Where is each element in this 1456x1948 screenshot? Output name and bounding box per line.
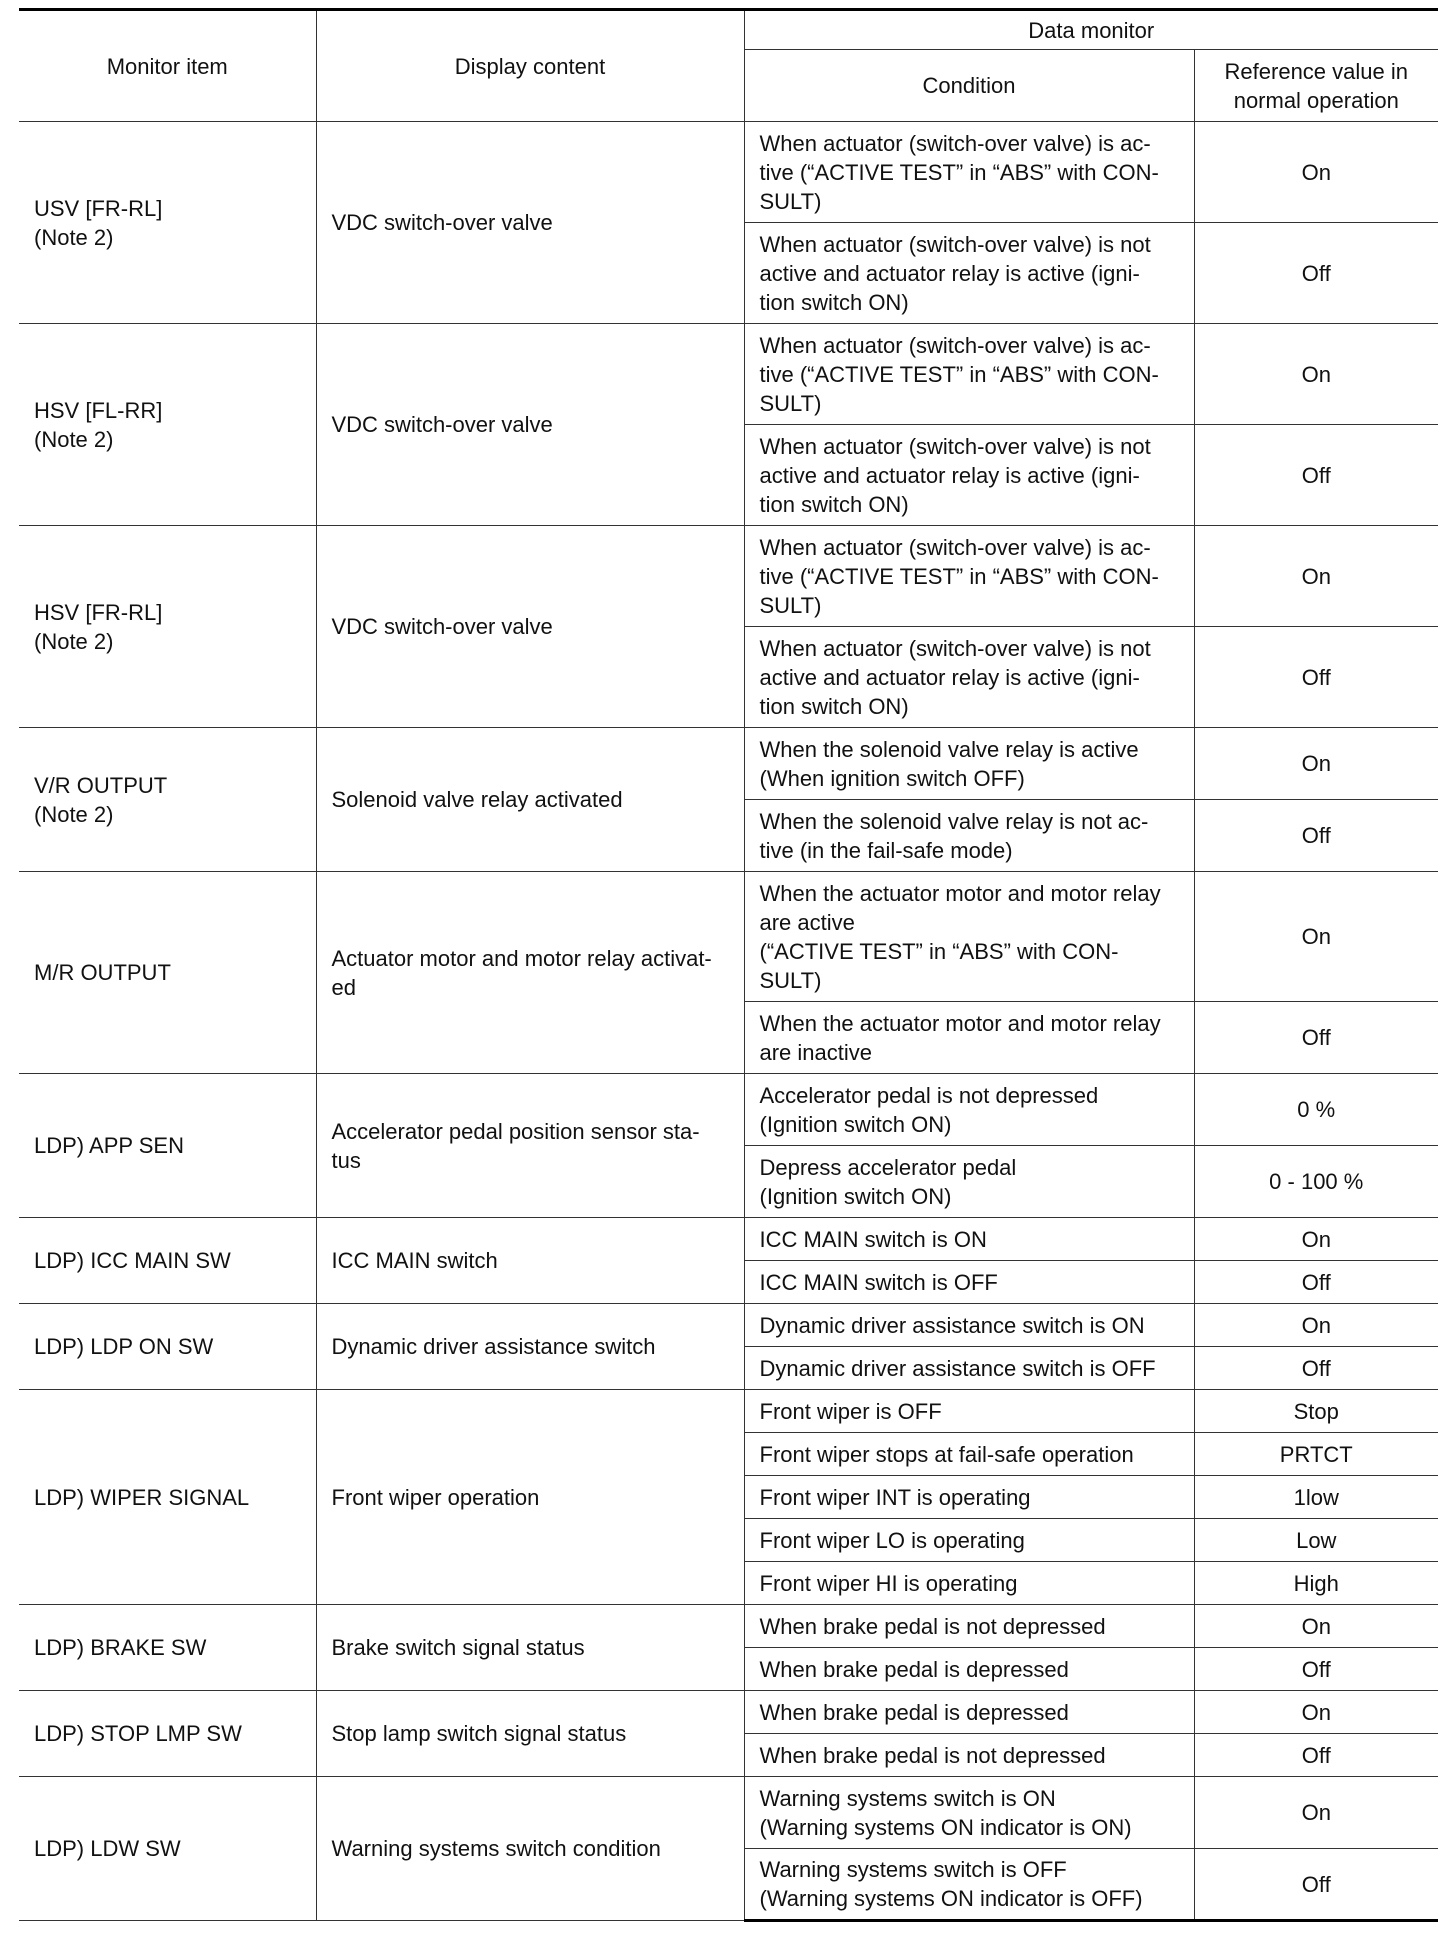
reference-value-cell-text: Off bbox=[1301, 1742, 1331, 1768]
monitor-item-cell bbox=[19, 1777, 316, 1921]
condition-cell-text: Accelerator pedal is not depressed (Ignition switch ON) bbox=[759, 1082, 1099, 1137]
header-data-monitor: Data monitor bbox=[744, 10, 1438, 50]
monitor-item-cell-text: LDP) APP SEN bbox=[34, 1133, 184, 1158]
reference-value-cell bbox=[1194, 1390, 1438, 1433]
reference-value-cell-text: Low bbox=[1296, 1527, 1337, 1553]
table-row bbox=[19, 1074, 1438, 1146]
reference-value-cell bbox=[1194, 1146, 1438, 1218]
reference-value-cell-text: On bbox=[1301, 361, 1331, 387]
monitor-item-cell-text: LDP) STOP LMP SW bbox=[34, 1721, 242, 1746]
table-row bbox=[19, 1390, 1438, 1433]
reference-value-cell bbox=[1194, 1002, 1438, 1074]
reference-value-cell-text: On bbox=[1301, 1613, 1331, 1639]
condition-cell bbox=[744, 1074, 1194, 1146]
condition-cell-text: Warning systems switch is ON (Warning systems ON indicator is ON) bbox=[759, 1785, 1132, 1840]
reference-value-cell bbox=[1194, 1734, 1438, 1777]
condition-cell bbox=[744, 1433, 1194, 1476]
table-row bbox=[19, 872, 1438, 1002]
condition-cell-text: When brake pedal is not depressed bbox=[759, 1613, 1106, 1639]
display-content-cell bbox=[316, 1074, 744, 1218]
condition-cell-text: Front wiper HI is operating bbox=[759, 1570, 1018, 1596]
condition-cell bbox=[744, 1777, 1194, 1849]
condition-cell-text: Depress accelerator pedal (Ignition switch ON) bbox=[759, 1154, 1017, 1209]
condition-cell bbox=[744, 1002, 1194, 1074]
monitor-item-cell-text: V/R OUTPUT (Note 2) bbox=[34, 772, 168, 827]
reference-value-cell bbox=[1194, 1648, 1438, 1691]
table-row bbox=[19, 1605, 1438, 1648]
monitor-item-cell bbox=[19, 1390, 316, 1605]
monitor-item-cell bbox=[19, 526, 316, 728]
reference-value-cell-text: 0 - 100 % bbox=[1269, 1169, 1364, 1194]
condition-cell bbox=[744, 1347, 1194, 1390]
reference-value-cell bbox=[1194, 122, 1438, 223]
display-content-cell bbox=[316, 1218, 744, 1304]
reference-value-cell-text: Off bbox=[1301, 1355, 1331, 1381]
table-row bbox=[19, 728, 1438, 800]
display-content-cell-text: VDC switch-over valve bbox=[331, 614, 553, 639]
monitor-item-cell-text: LDP) WIPER SIGNAL bbox=[34, 1484, 250, 1510]
condition-cell bbox=[744, 1648, 1194, 1691]
condition-cell bbox=[744, 800, 1194, 872]
reference-value-cell-text: High bbox=[1293, 1570, 1339, 1596]
display-content-cell-text: Accelerator pedal position sensor sta- tus bbox=[331, 1118, 700, 1173]
condition-cell bbox=[744, 872, 1194, 1002]
condition-cell-text: When the solenoid valve relay is not ac- tive (in the fail-safe mode) bbox=[759, 808, 1149, 863]
monitor-item-cell bbox=[19, 1304, 316, 1390]
display-content-cell-text: Dynamic driver assistance switch bbox=[331, 1334, 656, 1359]
condition-cell bbox=[744, 1519, 1194, 1562]
condition-cell-text: When the solenoid valve relay is active (When ignition switch OFF) bbox=[759, 736, 1139, 791]
reference-value-cell-text: Off bbox=[1301, 1025, 1331, 1050]
condition-cell-text: When actuator (switch-over valve) is not active and actuator relay is active (igni- tion switch ON) bbox=[759, 433, 1151, 517]
condition-cell-text: ICC MAIN switch is OFF bbox=[759, 1269, 998, 1295]
display-content-cell-text: VDC switch-over valve bbox=[331, 412, 553, 437]
condition-cell bbox=[744, 1261, 1194, 1304]
condition-cell-text: Warning systems switch is OFF (Warning systems ON indicator is OFF) bbox=[759, 1857, 1143, 1911]
reference-value-cell-text: On bbox=[1301, 1312, 1331, 1338]
reference-value-cell-text: 1low bbox=[1293, 1484, 1339, 1510]
display-content-cell-text: Front wiper operation bbox=[331, 1484, 540, 1510]
reference-value-cell-text: Stop bbox=[1293, 1398, 1339, 1424]
display-content-cell bbox=[316, 1304, 744, 1390]
reference-value-cell-text: On bbox=[1301, 924, 1331, 949]
display-content-cell-text: Solenoid valve relay activated bbox=[331, 787, 623, 812]
condition-cell bbox=[744, 1218, 1194, 1261]
reference-value-cell bbox=[1194, 1849, 1438, 1921]
condition-cell-text: When actuator (switch-over valve) is ac- tive (“ACTIVE TEST” in “ABS” with CON- SULT) bbox=[759, 130, 1159, 214]
reference-value-cell-text: On bbox=[1301, 563, 1331, 589]
reference-value-cell-text: On bbox=[1301, 1226, 1331, 1252]
table-row bbox=[19, 526, 1438, 627]
table-row bbox=[19, 122, 1438, 223]
condition-cell bbox=[744, 526, 1194, 627]
monitor-item-cell bbox=[19, 1074, 316, 1218]
data-monitor-table bbox=[19, 8, 1438, 1922]
reference-value-cell-text: Off bbox=[1301, 462, 1331, 488]
reference-value-cell bbox=[1194, 872, 1438, 1002]
reference-value-cell-text: Off bbox=[1301, 823, 1331, 848]
reference-value-cell bbox=[1194, 1304, 1438, 1347]
monitor-item-cell bbox=[19, 1605, 316, 1691]
reference-value-cell bbox=[1194, 324, 1438, 425]
condition-cell bbox=[744, 223, 1194, 324]
reference-value-cell bbox=[1194, 1347, 1438, 1390]
condition-cell-text: Front wiper stops at fail-safe operation bbox=[759, 1441, 1134, 1467]
monitor-item-cell-text: LDP) LDP ON SW bbox=[34, 1334, 214, 1359]
display-content-cell-text: Brake switch signal status bbox=[331, 1635, 585, 1660]
condition-cell-text: Front wiper LO is operating bbox=[759, 1527, 1025, 1553]
condition-cell bbox=[744, 122, 1194, 223]
display-content-cell bbox=[316, 122, 744, 324]
condition-cell bbox=[744, 1605, 1194, 1648]
reference-value-cell-text: PRTCT bbox=[1279, 1441, 1353, 1467]
monitor-item-cell-text: LDP) BRAKE SW bbox=[34, 1635, 207, 1660]
condition-cell-text: Dynamic driver assistance switch is OFF bbox=[759, 1355, 1156, 1381]
condition-cell bbox=[744, 1734, 1194, 1777]
display-content-cell bbox=[316, 1605, 744, 1691]
header-monitor-item: Monitor item bbox=[19, 10, 316, 122]
reference-value-cell bbox=[1194, 1605, 1438, 1648]
monitor-item-cell-text: LDP) LDW SW bbox=[34, 1836, 181, 1861]
header-condition: Condition bbox=[744, 50, 1194, 122]
condition-cell bbox=[744, 728, 1194, 800]
monitor-item-cell bbox=[19, 1218, 316, 1304]
reference-value-cell bbox=[1194, 800, 1438, 872]
condition-cell bbox=[744, 1304, 1194, 1347]
table-row bbox=[19, 1691, 1438, 1734]
condition-cell-text: Front wiper INT is operating bbox=[759, 1484, 1031, 1510]
condition-cell bbox=[744, 1390, 1194, 1433]
reference-value-cell-text: Off bbox=[1301, 664, 1331, 690]
monitor-item-cell bbox=[19, 122, 316, 324]
display-content-cell-text: Warning systems switch condition bbox=[331, 1836, 661, 1861]
condition-cell-text: Dynamic driver assistance switch is ON bbox=[759, 1312, 1145, 1338]
condition-cell bbox=[744, 627, 1194, 728]
table-body bbox=[19, 122, 1438, 1921]
reference-value-cell bbox=[1194, 1691, 1438, 1734]
monitor-item-cell bbox=[19, 324, 316, 526]
reference-value-cell bbox=[1194, 627, 1438, 728]
display-content-cell-text: ICC MAIN switch bbox=[331, 1248, 498, 1273]
condition-cell-text: When actuator (switch-over valve) is ac- tive (“ACTIVE TEST” in “ABS” with CON- SULT) bbox=[759, 534, 1159, 618]
table-row bbox=[19, 1777, 1438, 1849]
condition-cell bbox=[744, 425, 1194, 526]
monitor-item-cell bbox=[19, 872, 316, 1074]
reference-value-cell bbox=[1194, 728, 1438, 800]
table-row bbox=[19, 1218, 1438, 1261]
reference-value-cell-text: On bbox=[1301, 1800, 1331, 1825]
reference-value-cell bbox=[1194, 223, 1438, 324]
display-content-cell bbox=[316, 324, 744, 526]
reference-value-cell-text: Off bbox=[1301, 1871, 1331, 1897]
display-content-cell bbox=[316, 526, 744, 728]
condition-cell bbox=[744, 324, 1194, 425]
condition-cell-text: When actuator (switch-over valve) is ac- tive (“ACTIVE TEST” in “ABS” with CON- SULT) bbox=[759, 332, 1159, 416]
reference-value-cell bbox=[1194, 1777, 1438, 1849]
display-content-cell bbox=[316, 728, 744, 872]
display-content-cell bbox=[316, 1390, 744, 1605]
condition-cell bbox=[744, 1562, 1194, 1605]
monitor-item-cell bbox=[19, 728, 316, 872]
display-content-cell bbox=[316, 1691, 744, 1777]
condition-cell-text: When actuator (switch-over valve) is not active and actuator relay is active (igni- tion switch ON) bbox=[759, 635, 1151, 719]
condition-cell bbox=[744, 1476, 1194, 1519]
display-content-cell-text: Actuator motor and motor relay activat- ed bbox=[331, 945, 712, 1000]
monitor-item-cell bbox=[19, 1691, 316, 1777]
condition-cell-text: When brake pedal is depressed bbox=[759, 1656, 1069, 1682]
condition-cell-text: When actuator (switch-over valve) is not active and actuator relay is active (igni- tion switch ON) bbox=[759, 231, 1151, 315]
table-row bbox=[19, 324, 1438, 425]
table-row bbox=[19, 1304, 1438, 1347]
monitor-item-cell-text: LDP) ICC MAIN SW bbox=[34, 1248, 231, 1273]
condition-cell bbox=[744, 1849, 1194, 1921]
monitor-item-cell-text: USV [FR-RL] (Note 2) bbox=[34, 195, 163, 250]
reference-value-cell bbox=[1194, 526, 1438, 627]
condition-cell-text: When brake pedal is not depressed bbox=[759, 1742, 1106, 1768]
display-content-cell bbox=[316, 1777, 744, 1921]
condition-cell-text: When the actuator motor and motor relay are active (“ACTIVE TEST” in “ABS” with CON- SULT) bbox=[759, 880, 1161, 993]
reference-value-cell-text: Off bbox=[1301, 260, 1331, 286]
table-header bbox=[19, 10, 1438, 122]
reference-value-cell-text: On bbox=[1301, 1699, 1331, 1725]
reference-value-cell bbox=[1194, 1074, 1438, 1146]
reference-value-cell bbox=[1194, 1261, 1438, 1304]
reference-value-cell bbox=[1194, 1218, 1438, 1261]
display-content-cell-text: VDC switch-over valve bbox=[331, 210, 553, 235]
reference-value-cell-text: On bbox=[1301, 159, 1331, 185]
condition-cell-text: Front wiper is OFF bbox=[759, 1398, 942, 1424]
reference-value-cell-text: Off bbox=[1301, 1656, 1331, 1682]
condition-cell bbox=[744, 1146, 1194, 1218]
reference-value-cell bbox=[1194, 425, 1438, 526]
display-content-cell bbox=[316, 872, 744, 1074]
reference-value-cell-text: 0 % bbox=[1297, 1097, 1336, 1122]
display-content-cell-text: Stop lamp switch signal status bbox=[331, 1721, 627, 1746]
monitor-item-cell-text: HSV [FL-RR] (Note 2) bbox=[34, 397, 163, 452]
monitor-item-cell-text: M/R OUTPUT bbox=[34, 960, 171, 985]
monitor-item-cell-text: HSV [FR-RL] (Note 2) bbox=[34, 599, 163, 654]
reference-value-cell bbox=[1194, 1519, 1438, 1562]
reference-value-cell-text: Off bbox=[1301, 1269, 1331, 1295]
condition-cell-text: When the actuator motor and motor relay are inactive bbox=[759, 1010, 1161, 1065]
header-reference-value: Reference value in normal operation bbox=[1194, 50, 1438, 122]
condition-cell-text: ICC MAIN switch is ON bbox=[759, 1226, 987, 1252]
condition-cell-text: When brake pedal is depressed bbox=[759, 1699, 1069, 1725]
reference-value-cell bbox=[1194, 1476, 1438, 1519]
reference-value-cell-text: On bbox=[1301, 751, 1331, 776]
reference-value-cell bbox=[1194, 1433, 1438, 1476]
reference-value-cell bbox=[1194, 1562, 1438, 1605]
condition-cell bbox=[744, 1691, 1194, 1734]
header-display-content: Display content bbox=[316, 10, 744, 122]
